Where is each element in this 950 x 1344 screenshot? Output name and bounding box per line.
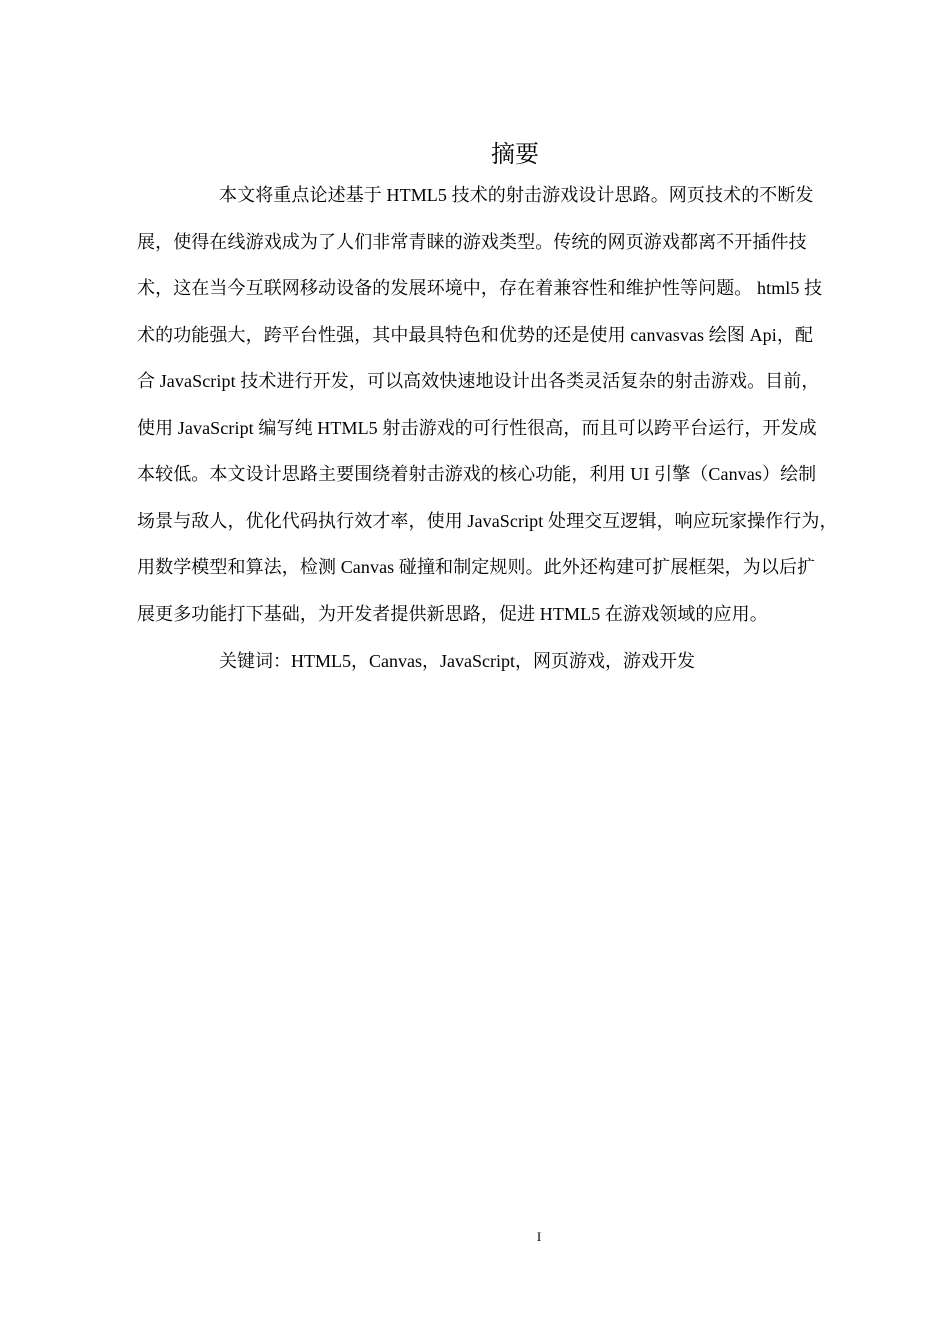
page-number: I xyxy=(536,1229,542,1244)
page-title: 摘要 xyxy=(491,140,539,168)
abstract-line: 本文将重点论述基于 HTML5 技术的射击游戏设计思路。网页技术的不断发 xyxy=(219,185,814,205)
abstract-line: 合 JavaScript 技术进行开发，可以高效快速地设计出各类灵活复杂的射击游戏。目前， xyxy=(137,371,820,391)
abstract-line: 展更多功能打下基础，为开发者提供新思路，促进 HTML5 在游戏领域的应用。 xyxy=(137,603,768,624)
abstract-line: 使用 JavaScript 编写纯 HTML5 射击游戏的可行性很高，而且可以跨平台运行，开发成 xyxy=(137,417,817,438)
abstract-line: 术的功能强大，跨平台性强，其中最具特色和优势的还是使用 canvasvas 绘图 Api，配 xyxy=(137,324,814,345)
abstract-body xyxy=(137,172,865,685)
abstract-line: 本较低。本文设计思路主要围绕着射击游戏的核心功能，利用 UI 引擎（Canvas）绘制 xyxy=(137,464,817,484)
abstract-paragraph xyxy=(137,172,865,637)
abstract-line: 用数学模型和算法，检测 Canvas 碰撞和制定规则。此外还构建可扩展框架，为以后扩 xyxy=(137,557,816,577)
abstract-line: 术，这在当今互联网移动设备的发展环境中，存在着兼容性和维护性等问题。 html5 技 xyxy=(137,278,823,298)
keywords-line: 关键词：HTML5，Canvas，JavaScript，网页游戏，游戏开发 xyxy=(219,651,695,671)
abstract-line: 展，使得在线游戏成为了人们非常青睐的游戏类型。传统的网页游戏都离不开插件技 xyxy=(137,231,807,252)
abstract-line: 场景与敌人，优化代码执行效才率，使用 JavaScript 处理交互逻辑，响应玩家操作行为， xyxy=(137,510,838,531)
